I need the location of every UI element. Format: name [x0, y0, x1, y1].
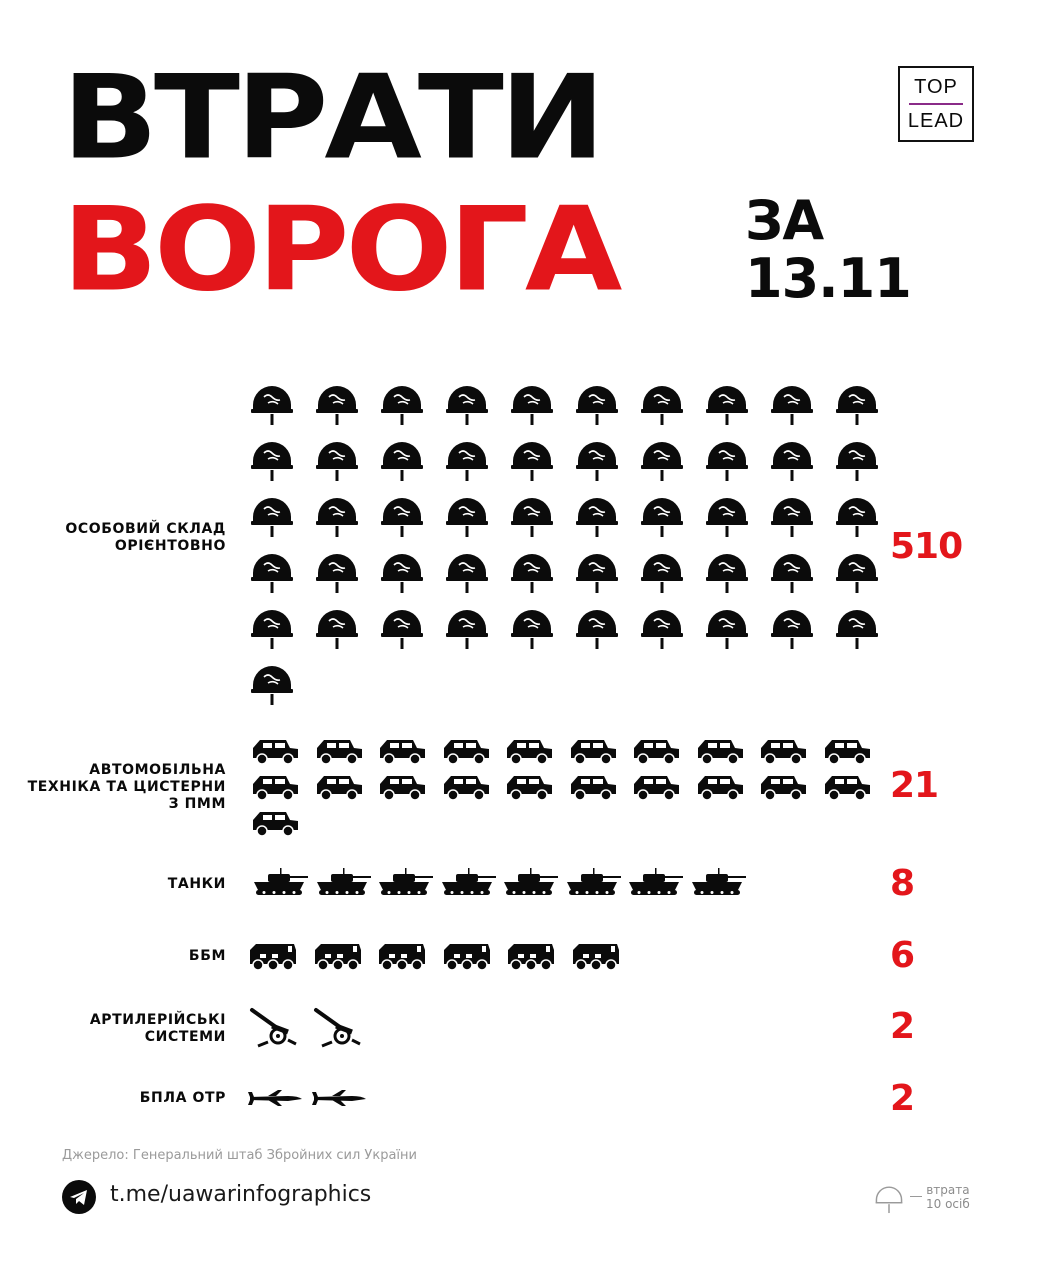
helmet-icon — [705, 436, 749, 490]
title-date: 13.11 — [745, 247, 911, 310]
title-prefix: ЗА — [745, 189, 824, 252]
tank-icon — [625, 866, 683, 900]
telegram-icon — [62, 1180, 96, 1214]
helmet-icon — [250, 380, 294, 434]
title-line-1: ВТРАТИ — [62, 49, 602, 186]
helmet-icon — [315, 548, 359, 602]
legend-line-1: втрата — [926, 1183, 970, 1197]
apc-icon — [377, 940, 427, 976]
helmet-icon — [250, 548, 294, 602]
count-apc: 6 — [890, 935, 915, 976]
artillery-icon — [312, 1006, 362, 1052]
car-icon — [314, 736, 364, 770]
apc-icon — [571, 940, 621, 976]
helmet-icon — [510, 548, 554, 602]
car-icon — [695, 772, 745, 806]
helmet-icon — [510, 604, 554, 658]
drone-icon — [312, 1088, 366, 1112]
helmet-icon — [770, 492, 814, 546]
logo-divider — [909, 103, 963, 105]
car-icon — [822, 772, 872, 806]
label-artillery: АРТИЛЕРІЙСЬКІ СИСТЕМИ — [89, 1012, 226, 1045]
label-tanks: ТАНКИ — [167, 876, 226, 892]
helmet-icon — [250, 604, 294, 658]
label-vehicles: АВТОМОБІЛЬНА ТЕХНІКА ТА ЦИСТЕРНИ З ПММ — [27, 762, 226, 812]
helmet-icon — [510, 436, 554, 490]
helmet-icon — [315, 492, 359, 546]
helmet-icon — [575, 548, 619, 602]
car-icon — [250, 808, 300, 842]
helmet-icon — [445, 380, 489, 434]
helmet-icon — [705, 492, 749, 546]
helmet-icon — [380, 492, 424, 546]
helmet-icon — [835, 604, 879, 658]
helmet-icon — [250, 660, 294, 714]
helmet-icon — [510, 492, 554, 546]
tank-icon — [250, 866, 308, 900]
helmet-icon — [640, 548, 684, 602]
legend-line-2: 10 осіб — [926, 1197, 970, 1211]
helmet-icon — [380, 548, 424, 602]
car-icon — [377, 736, 427, 770]
count-vehicles: 21 — [890, 765, 939, 806]
label-drones: БПЛА ОТР — [139, 1090, 226, 1106]
label-apc: ББМ — [188, 948, 226, 964]
car-icon — [822, 736, 872, 770]
helmet-icon — [640, 380, 684, 434]
drone-icon — [248, 1088, 302, 1112]
helmet-icon — [315, 604, 359, 658]
helmet-icon — [705, 380, 749, 434]
helmet-icon — [575, 604, 619, 658]
artillery-icon — [248, 1006, 298, 1052]
car-icon — [250, 736, 300, 770]
car-icon — [504, 772, 554, 806]
tank-icon — [375, 866, 433, 900]
tank-icon — [563, 866, 621, 900]
tank-icon — [313, 866, 371, 900]
car-icon — [758, 772, 808, 806]
helmet-icon — [445, 604, 489, 658]
helmet-icon — [640, 492, 684, 546]
logo-bottom-text: LEAD — [907, 110, 965, 132]
helmet-icon — [770, 380, 814, 434]
helmet-icon — [445, 492, 489, 546]
count-tanks: 8 — [890, 863, 915, 904]
helmet-icon — [835, 492, 879, 546]
car-icon — [504, 736, 554, 770]
apc-icon — [248, 940, 298, 976]
helmet-icon — [835, 380, 879, 434]
tank-icon — [688, 866, 746, 900]
car-icon — [377, 772, 427, 806]
helmet-icon — [380, 436, 424, 490]
count-personnel: 510 — [890, 526, 963, 567]
apc-icon — [506, 940, 556, 976]
helmet-icon — [380, 380, 424, 434]
car-icon — [568, 772, 618, 806]
helmet-icon — [250, 492, 294, 546]
label-personnel: ОСОБОВИЙ СКЛАД ОРІЄНТОВНО — [65, 521, 226, 554]
helmet-icon — [380, 604, 424, 658]
car-icon — [250, 772, 300, 806]
helmet-icon — [705, 604, 749, 658]
helmet-icon — [770, 548, 814, 602]
apc-icon — [313, 940, 363, 976]
legend-dash — [910, 1196, 922, 1197]
helmet-icon — [640, 436, 684, 490]
helmet-icon — [770, 604, 814, 658]
telegram-link[interactable]: t.me/uawarinfographics — [110, 1182, 372, 1207]
helmet-icon — [510, 380, 554, 434]
logo-top-text: TOP — [914, 76, 958, 98]
title-line-2: ВОРОГА — [62, 181, 619, 318]
count-artillery: 2 — [890, 1006, 915, 1047]
helmet-icon — [575, 492, 619, 546]
legend-helmet-icon — [874, 1182, 904, 1220]
tank-icon — [500, 866, 558, 900]
car-icon — [631, 772, 681, 806]
count-drones: 2 — [890, 1078, 915, 1119]
helmet-icon — [835, 548, 879, 602]
helmet-icon — [250, 436, 294, 490]
helmet-icon — [315, 436, 359, 490]
helmet-icon — [835, 436, 879, 490]
helmet-icon — [445, 436, 489, 490]
car-icon — [314, 772, 364, 806]
helmet-icon — [575, 380, 619, 434]
car-icon — [441, 736, 491, 770]
helmet-icon — [315, 380, 359, 434]
apc-icon — [442, 940, 492, 976]
toplead-logo — [898, 66, 974, 142]
car-icon — [568, 736, 618, 770]
tank-icon — [438, 866, 496, 900]
source-note: Джерело: Генеральний штаб Збройних сил України — [62, 1148, 417, 1163]
helmet-icon — [705, 548, 749, 602]
car-icon — [631, 736, 681, 770]
helmet-icon — [770, 436, 814, 490]
car-icon — [695, 736, 745, 770]
helmet-icon — [640, 604, 684, 658]
car-icon — [758, 736, 808, 770]
legend-text — [926, 1183, 970, 1211]
car-icon — [441, 772, 491, 806]
helmet-icon — [445, 548, 489, 602]
helmet-icon — [575, 436, 619, 490]
